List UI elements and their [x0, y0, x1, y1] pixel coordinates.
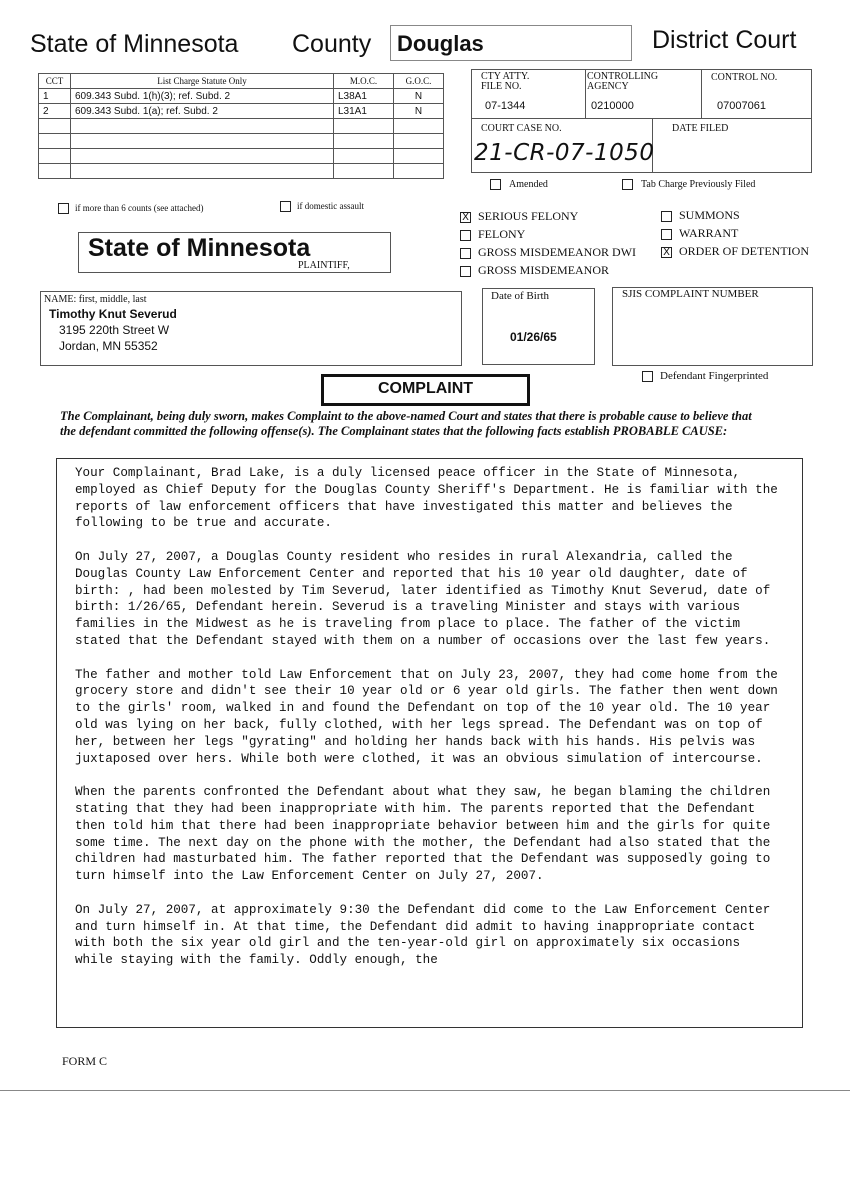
domestic-option[interactable]: [280, 201, 364, 212]
fingerprinted-checkbox[interactable]: [642, 371, 653, 382]
state-title: State of Minnesota: [30, 30, 239, 58]
fingerprinted-label: Defendant Fingerprinted: [660, 370, 769, 382]
control-label: CONTROL NO.: [711, 72, 778, 83]
dob-label: Date of Birth: [491, 290, 550, 302]
plaintiff-name: State of Minnesota: [88, 234, 311, 262]
narrative-paragraph: The father and mother told Law Enforcement that on July 23, 2007, they had come home from the grocery store and didn't see their 10 year old or 6 year old girls. The father then went down to the girls' room, walked in and found the Defendant on top of the 10 year old. The 10 year old was lying on her back, fully clothed, with her legs spread. The Defendant was on top of her, between her legs "gyrating" and holding her hands back with his hands. His pelvis was juxtaposed over hers. While both were clothed, it was an obvious simulation of intercourse.: [75, 667, 778, 766]
gm-dwi-checkbox[interactable]: [460, 248, 471, 259]
case-number-handwritten: 21-CR-07-1050: [474, 140, 655, 166]
agency-value: 0210000: [591, 100, 634, 112]
narrative-paragraph: On July 27, 2007, at approximately 9:30 the Defendant did come to the Law Enforcement Center and turn himself in. At that time, the Defendant did admit to having inappropriate contact with both the six year old girl and the ten-year-old girl on approximately six occasions while staying with the family. Oddly enough, the: [75, 902, 771, 968]
cell: N: [394, 104, 444, 119]
felony-label: FELONY: [478, 227, 526, 241]
option-serious-felony[interactable]: [460, 207, 578, 225]
option-gm[interactable]: [460, 261, 609, 279]
defendant-city: Jordan, MN 55352: [59, 339, 158, 353]
table-row: [39, 164, 444, 179]
more-counts-label: if more than 6 counts (see attached): [75, 203, 204, 213]
felony-checkbox[interactable]: [460, 230, 471, 241]
amended-option[interactable]: [490, 179, 548, 190]
serious-felony-label: SERIOUS FELONY: [478, 209, 579, 223]
divider: [701, 69, 702, 118]
option-summons[interactable]: [661, 206, 740, 224]
county-field: [390, 25, 632, 61]
tab-charge-label: Tab Charge Previously Filed: [641, 179, 756, 190]
summons-checkbox[interactable]: [661, 211, 672, 222]
plaintiff-label: PLAINTIFF,: [298, 260, 350, 271]
warrant-label: WARRANT: [679, 226, 739, 240]
complaint-title: [321, 374, 530, 406]
narrative-paragraph: On July 27, 2007, a Douglas County resident who resides in rural Alexandria, called the Douglas County Law Enforcement Center and reported that his 10 year old daughter, date of birth: , had been molested by Tim Severud, later identified as Timothy Knut Severud, date of birth: 1/26/65, Defendant herein. Severud is a traveling Minister and stays with various families in the Midwest as he is traveling from place to place. The father of the victim stated that the Defendant stayed with them on a number of occasions over the last few years.: [75, 549, 771, 648]
cell: N: [394, 89, 444, 104]
order-detention-checkbox[interactable]: X: [661, 247, 672, 258]
cell: L31A1: [334, 104, 394, 119]
col-goc: G.O.C.: [394, 74, 444, 89]
amended-label: Amended: [509, 179, 548, 190]
cty-atty-value: 07-1344: [485, 100, 526, 112]
col-moc: M.O.C.: [334, 74, 394, 89]
defendant-name-label: NAME: first, middle, last: [44, 294, 147, 305]
option-gm-dwi[interactable]: [460, 243, 636, 261]
county-label: County: [292, 30, 372, 58]
form-footer: FORM C: [62, 1054, 108, 1068]
gm-label: GROSS MISDEMEANOR: [478, 263, 610, 277]
table-row: [39, 104, 444, 119]
cell: 2: [39, 104, 71, 119]
option-felony[interactable]: [460, 225, 525, 243]
fingerprinted-option[interactable]: [642, 370, 768, 382]
table-row: [39, 89, 444, 104]
summons-label: SUMMONS: [679, 208, 740, 222]
narrative-paragraph: Your Complainant, Brad Lake, is a duly licensed peace officer in the State of Minnesota, employed as Chief Deputy for the Douglas County Sheriff's Department. He is familiar with the reports of law enforcement officers that have investigated this matter and believes the following to be true and accurate.: [75, 466, 778, 531]
more-counts-option[interactable]: [58, 203, 203, 214]
domestic-checkbox[interactable]: [280, 201, 291, 212]
cell: 1: [39, 89, 71, 104]
amended-checkbox[interactable]: [490, 179, 501, 190]
intro-text: The Complainant, being duly sworn, makes Complaint to the above-named Court and states that there is probable cause to believe that the defendant committed the following offense(s). The Complainant states that the following facts establish PROBABLE CAUSE:: [60, 409, 752, 438]
option-warrant[interactable]: [661, 224, 738, 242]
gm-dwi-label: GROSS MISDEMEANOR DWI: [478, 245, 637, 259]
more-counts-checkbox[interactable]: [58, 203, 69, 214]
col-cct: CCT: [39, 74, 71, 89]
case-label: COURT CASE NO.: [481, 123, 562, 134]
domestic-label: if domestic assault: [297, 201, 364, 211]
cell: 609.343 Subd. 1(h)(3); ref. Subd. 2: [71, 89, 334, 104]
table-row: [39, 149, 444, 164]
defendant-street: 3195 220th Street W: [59, 323, 170, 337]
cty-atty-label: CTY ATTY. FILE NO.: [481, 71, 530, 92]
warrant-checkbox[interactable]: [661, 229, 672, 240]
tab-charge-option[interactable]: [622, 179, 755, 190]
serious-felony-checkbox[interactable]: X: [460, 212, 471, 223]
dob-value: 01/26/65: [510, 330, 557, 344]
table-row: [39, 119, 444, 134]
cell: 609.343 Subd. 1(a); ref. Subd. 2: [71, 104, 334, 119]
gm-checkbox[interactable]: [460, 266, 471, 277]
col-statute: List Charge Statute Only: [71, 74, 334, 89]
complaint-title-text: COMPLAINT: [377, 380, 474, 397]
order-detention-label: ORDER OF DETENTION: [679, 244, 809, 258]
county-value: Douglas: [397, 31, 484, 56]
court-title: District Court: [652, 26, 797, 54]
sjis-label: SJIS COMPLAINT NUMBER: [622, 288, 759, 300]
option-order-detention[interactable]: [661, 242, 809, 260]
defendant-name: Timothy Knut Severud: [49, 307, 177, 321]
table-row: [39, 134, 444, 149]
agency-label: CONTROLLING AGENCY: [587, 71, 659, 92]
narrative-paragraph: When the parents confronted the Defendant about what they saw, he began blaming the children stating that they had been inappropriate with him. The parents reported that the Defendant then told him that there had been inappropriate behavior between him and the girls for quite some time. The next day on the phone with the mother, the Defendant had also stated that the children had masturbated him. The father reported that the Defendant was supposedly going to turn himself into the Law Enforcement Center on July 27, 2007.: [75, 785, 771, 884]
divider: [471, 118, 812, 119]
tab-charge-checkbox[interactable]: [622, 179, 633, 190]
date-filed-label: DATE FILED: [672, 123, 729, 134]
charge-table: [38, 73, 444, 179]
cell: L38A1: [334, 89, 394, 104]
bottom-rule: [0, 1090, 850, 1091]
narrative-box: [56, 458, 803, 1028]
divider: [585, 69, 586, 118]
control-value: 07007061: [717, 100, 766, 112]
